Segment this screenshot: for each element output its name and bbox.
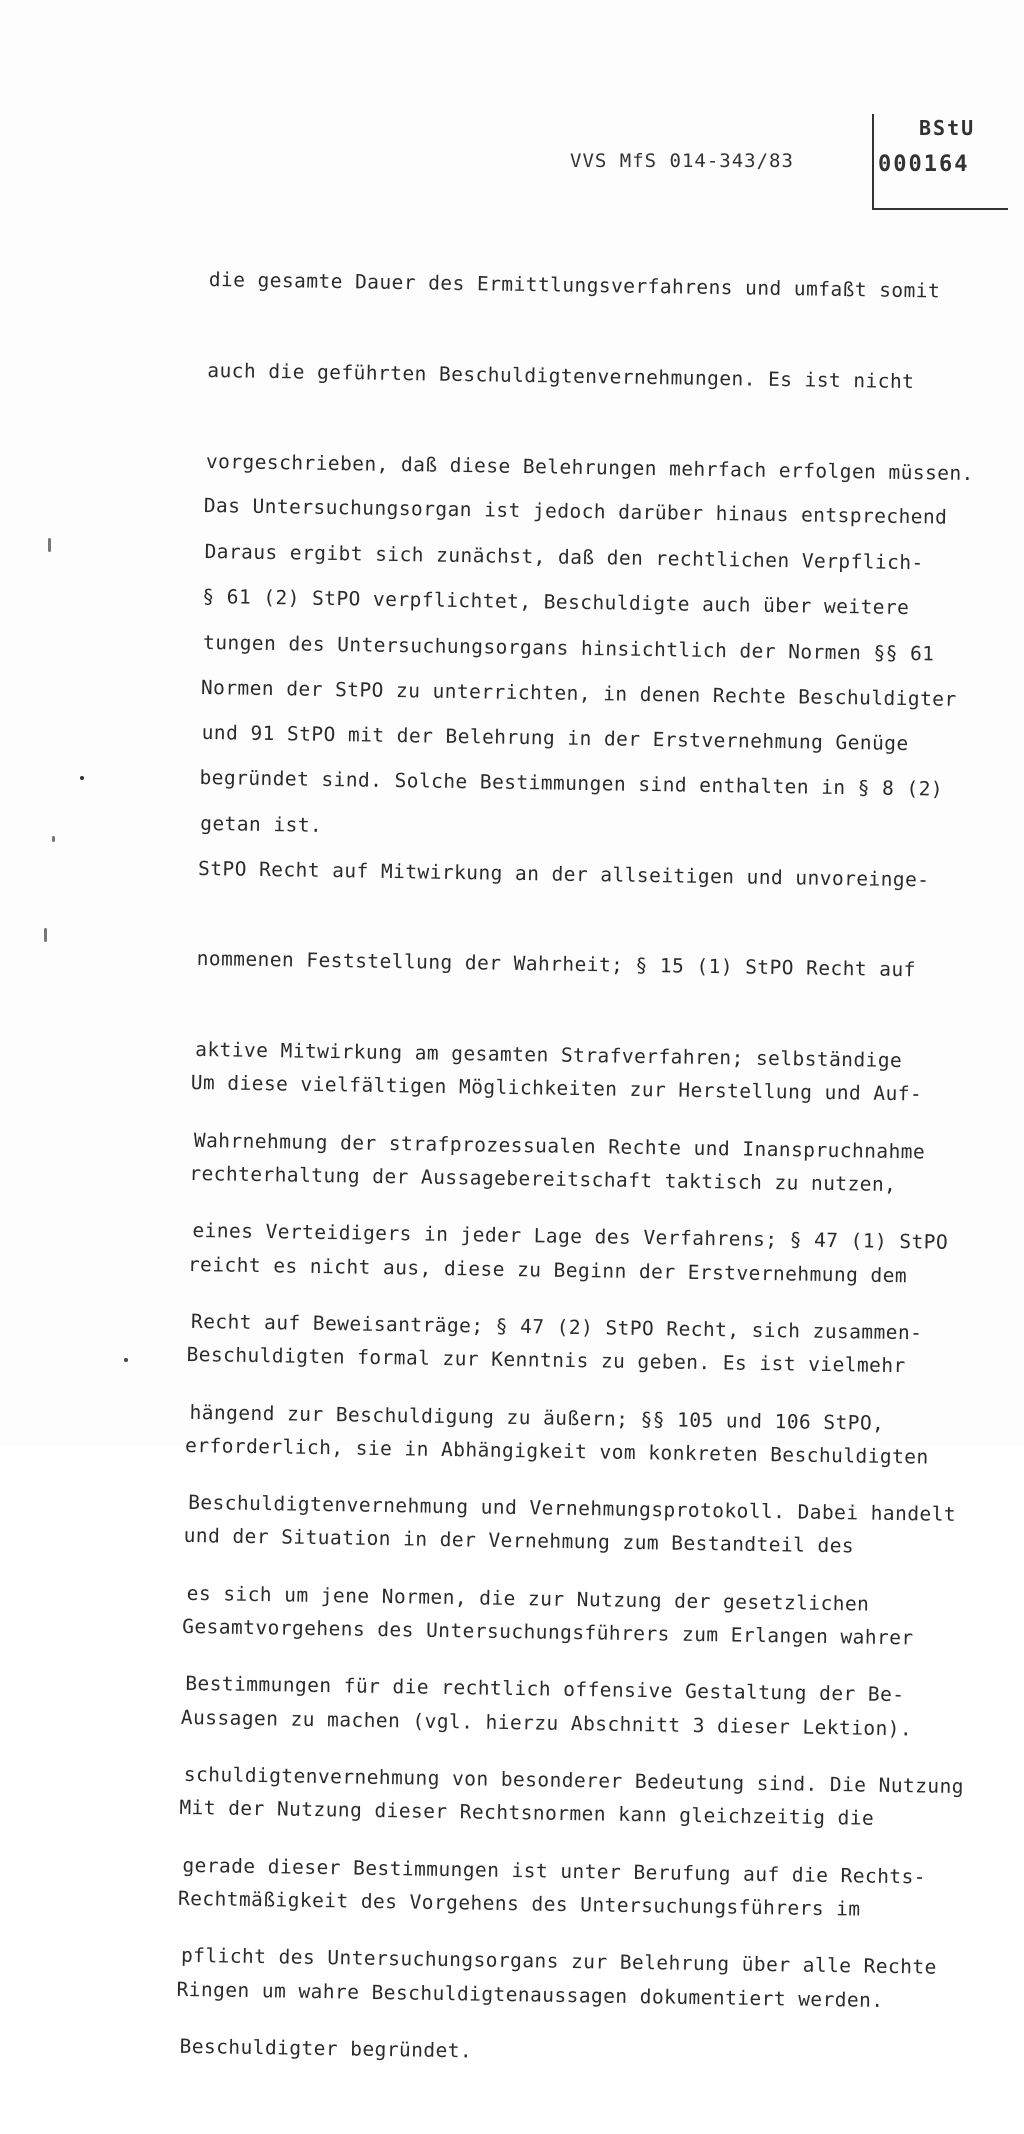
scan-mark xyxy=(80,776,84,780)
paragraph-3 xyxy=(175,1008,935,2077)
text-line: tungen des Untersuchungsorgans hinsichtlich der Normen §§ 61 xyxy=(202,630,935,666)
text-line: auch die geführten Beschuldigtenvernehmungen. Es ist nicht xyxy=(207,358,915,394)
text-line: schuldigtenvernehmung von besonderer Bedeutung sind. Die Nutzung xyxy=(183,1762,965,1799)
text-line: getan ist. xyxy=(200,811,323,837)
text-line: die gesamte Dauer des Ermittlungsverfahrens und umfaßt somit xyxy=(208,268,941,303)
text-line: § 61 (2) StPO verpflichtet, Beschuldigte auch über weitere xyxy=(202,584,910,620)
text-line: Beschuldigten formal zur Kenntnis zu geben. Es ist vielmehr xyxy=(186,1343,906,1378)
text-line: und 91 StPO mit der Belehrung in der Erstvernehmung Genüge xyxy=(201,721,909,756)
text-line: erforderlich, sie in Abhängigkeit vom konkreten Beschuldigten xyxy=(184,1433,929,1469)
text-line: begründet sind. Solche Bestimmungen sind enthalten in § 8 (2) xyxy=(199,766,944,801)
text-line: Mit der Nutzung dieser Rechtsnormen kann gleichzeitig die xyxy=(179,1796,875,1831)
text-line: Beschuldigtenvernehmung und Vernehmungsprotokoll. Dabei handelt xyxy=(187,1490,957,1527)
text-line: Das Untersuchungsorgan ist jedoch darüber hinaus entsprechend xyxy=(203,494,948,530)
text-line: rechterhaltung der Aussagebereitschaft taktisch zu nutzen, xyxy=(189,1161,897,1197)
text-line: eines Verteidigers in jeder Lage des Verfahrens; § 47 (1) StPO xyxy=(192,1219,949,1255)
text-line: Beschuldigter begründet. xyxy=(179,2034,473,2063)
scan-mark xyxy=(52,836,55,842)
scan-mark xyxy=(48,538,51,552)
text-line: Recht auf Beweisanträge; § 47 (2) StPO Recht, sich zusammen- xyxy=(190,1309,923,1345)
stamp-number: 000164 xyxy=(878,152,970,177)
archive-stamp xyxy=(872,114,1008,210)
text-line: es sich um jene Normen, die zur Nutzung der gesetzlichen xyxy=(186,1581,870,1616)
text-line: reicht es nicht aus, diese zu Beginn der Erstvernehmung dem xyxy=(187,1252,908,1287)
text-line: hängend zur Beschuldigung zu äußern; §§ 105 und 106 StPO, xyxy=(189,1400,885,1435)
text-line: Gesamtvorgehens des Untersuchungsführers zum Erlangen wahrer xyxy=(182,1614,914,1650)
text-line: aktive Mitwirkung am gesamten Strafverfahren; selbständige xyxy=(195,1037,903,1073)
text-line: Daraus ergibt sich zunächst, daß den rechtlichen Verpflich- xyxy=(204,540,924,575)
document-reference: VVS MfS 014-343/83 xyxy=(570,150,794,172)
text-line: Wahrnehmung der strafprozessualen Rechte und Inanspruchnahme xyxy=(193,1128,926,1164)
text-line: gerade dieser Bestimmungen ist unter Berufung auf die Rechts- xyxy=(182,1853,927,1889)
text-line: Rechtmäßigkeit des Vorgehens des Untersuchungsführers im xyxy=(177,1886,861,1921)
text-line: Ringen um wahre Beschuldigtenaussagen dokumentiert werden. xyxy=(176,1977,884,2012)
text-line: Um diese vielfältigen Möglichkeiten zur Herstellung und Auf- xyxy=(190,1071,923,1106)
text-line: Aussagen zu machen (vgl. hierzu Abschnitt 3 dieser Lektion). xyxy=(180,1705,913,1741)
text-line: Normen der StPO zu unterrichten, in denen Rechte Beschuldigter xyxy=(200,675,957,711)
text-line: StPO Recht auf Mitwirkung an der allseitigen und unvoreinge- xyxy=(197,856,930,892)
text-line: und der Situation in der Vernehmung zum Bestandteil des xyxy=(183,1524,855,1558)
stamp-label: BStU xyxy=(919,116,976,140)
text-line: Bestimmungen für die rechtlich offensive Gestaltung der Be- xyxy=(185,1672,905,1707)
text-line: vorgeschrieben, daß diese Belehrungen mehrfach erfolgen müssen. xyxy=(205,449,975,485)
text-line: nommenen Feststellung der Wahrheit; § 15 (1) StPO Recht auf xyxy=(196,947,917,982)
scan-mark xyxy=(44,928,47,942)
scan-mark xyxy=(124,1358,128,1362)
text-line: pflicht des Untersuchungsorgans zur Belehrung über alle Rechte xyxy=(180,1943,937,1979)
